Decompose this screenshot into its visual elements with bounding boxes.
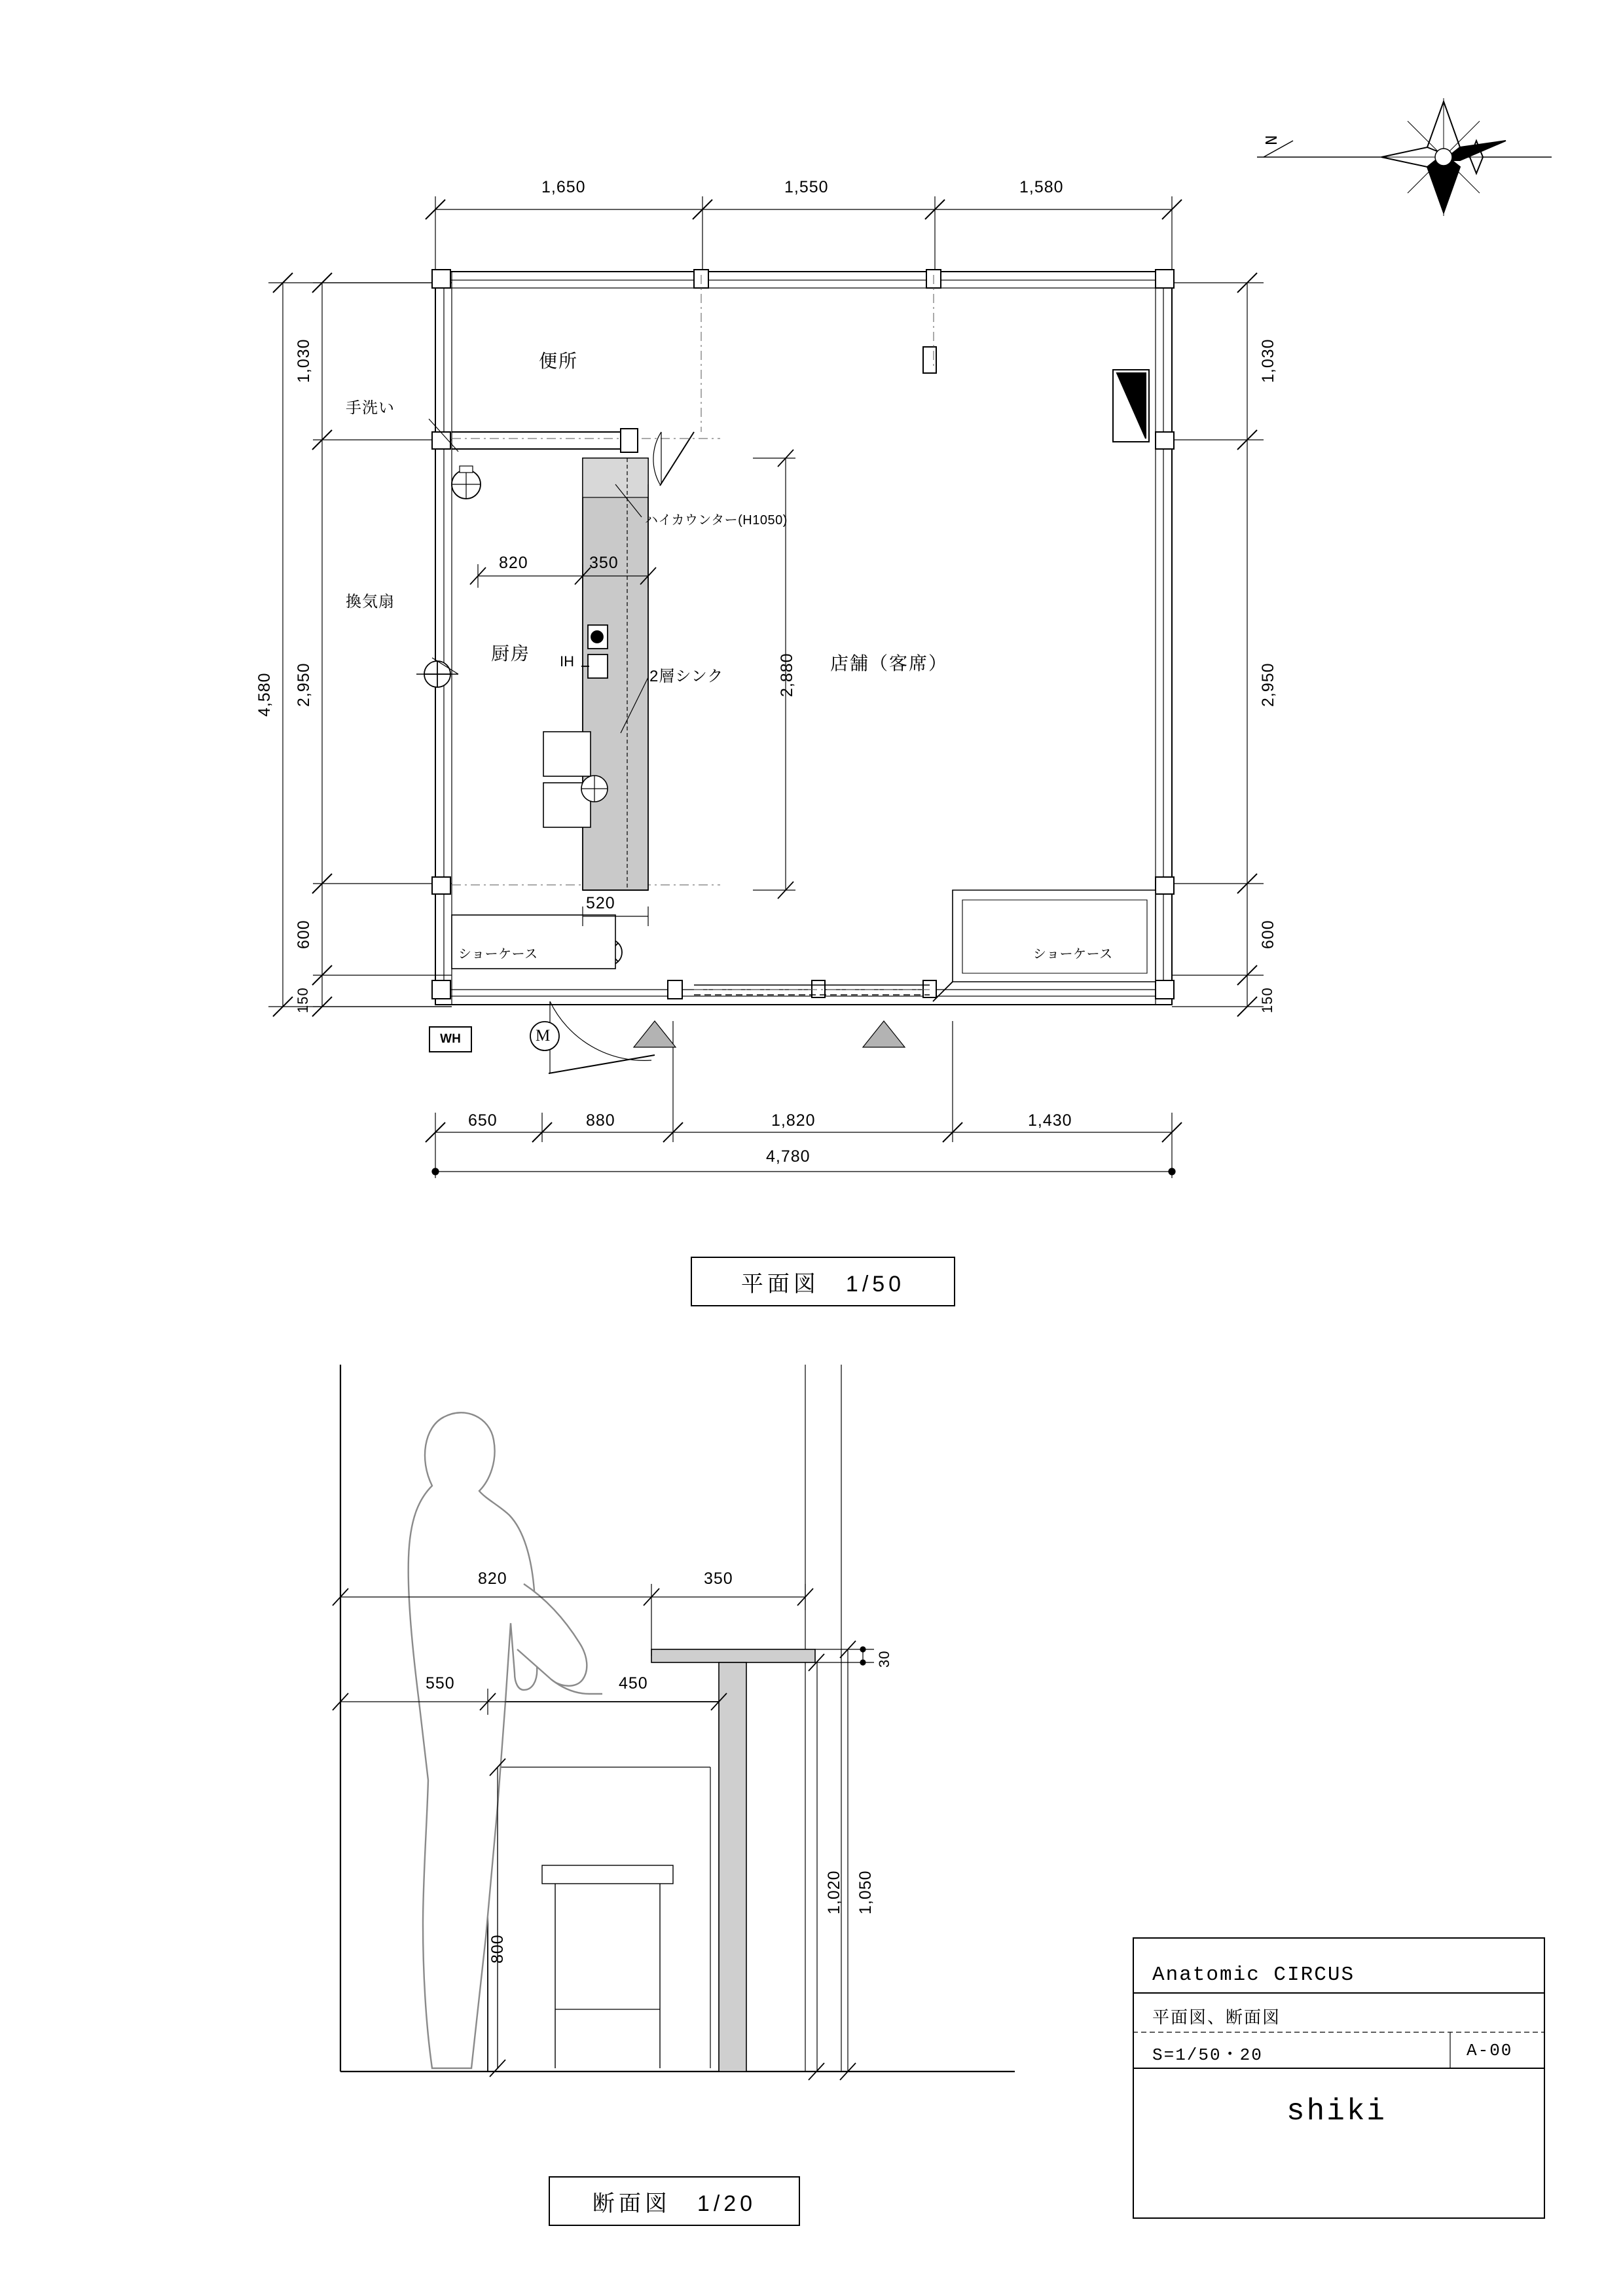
plan-top-dimensions xyxy=(426,196,1182,281)
dim-top-1: 1,650 xyxy=(541,178,586,196)
annotation-showcase-left: ショーケース xyxy=(458,947,538,961)
dim-left-1: 1,030 xyxy=(295,338,313,383)
showcase-right xyxy=(933,890,1156,1001)
dim-left-2: 2,950 xyxy=(295,662,313,707)
storefront xyxy=(549,982,953,1073)
annotation-exhaust-fan: 換気扇 xyxy=(346,593,395,611)
window-symbol xyxy=(1113,370,1149,442)
compass-rose xyxy=(1257,98,1552,216)
plan-grid-lines xyxy=(452,275,934,990)
section-dim-450: 450 xyxy=(619,1674,648,1693)
titleblock-project: Anatomic CIRCUS xyxy=(1152,1964,1355,1986)
entrance-markers xyxy=(634,1021,905,1047)
annotation-two-bowl-sink: 2層シンク xyxy=(649,668,724,685)
titleblock-scale: S=1/50・20 xyxy=(1152,2045,1263,2065)
dim-inner-350: 350 xyxy=(589,554,619,572)
dim-bottom-2: 880 xyxy=(586,1111,615,1130)
dim-top-2: 1,550 xyxy=(784,178,829,196)
section-dim-30: 30 xyxy=(876,1650,892,1668)
section-dim-1050: 1,050 xyxy=(856,1870,875,1914)
room-label-kitchen: 厨房 xyxy=(491,643,531,664)
annotation-ih: IH xyxy=(560,653,574,670)
section-drawing xyxy=(340,1365,1015,2072)
annotation-handwash: 手洗い xyxy=(346,399,395,417)
section-dim-550: 550 xyxy=(426,1674,455,1693)
dim-right-2: 2,950 xyxy=(1259,662,1277,707)
annotation-high-counter: ハイカウンター(H1050) xyxy=(645,513,788,528)
dim-right-1: 1,030 xyxy=(1259,338,1277,383)
meter-label: M xyxy=(536,1027,551,1045)
dim-left-3: 600 xyxy=(295,920,313,949)
section-title: 断面図 1/20 xyxy=(549,2176,800,2226)
room-label-shop: 店舗（客席） xyxy=(830,653,949,673)
compass-north-label: N xyxy=(1262,135,1282,145)
annotation-showcase-right: ショーケース xyxy=(1033,947,1113,961)
toilet-room xyxy=(452,429,694,499)
titleblock-drawing-name: 平面図、断面図 xyxy=(1152,2007,1281,2027)
plan-left-dimensions xyxy=(268,273,452,1016)
section-dim-350: 350 xyxy=(704,1570,733,1588)
dim-left-total: 4,580 xyxy=(255,672,274,717)
dim-bottom-1: 650 xyxy=(468,1111,498,1130)
plan-right-dimensions xyxy=(1172,273,1264,1016)
section-dim-800: 800 xyxy=(488,1934,507,1964)
dim-bottom-3: 1,820 xyxy=(771,1111,816,1130)
dim-right-3: 600 xyxy=(1259,920,1277,949)
room-label-toilet: 便所 xyxy=(539,351,579,371)
dim-inner-2880: 2,880 xyxy=(778,653,796,697)
dim-top-3: 1,580 xyxy=(1019,178,1064,196)
wh-box: WH xyxy=(429,1026,472,1052)
dim-right-4: 150 xyxy=(1259,987,1275,1013)
dim-bottom-total: 4,780 xyxy=(766,1147,811,1166)
titleblock-sheet-no: A-00 xyxy=(1467,2041,1513,2060)
dim-inner-520: 520 xyxy=(586,894,615,912)
dim-bottom-4: 1,430 xyxy=(1028,1111,1072,1130)
dim-left-4: 150 xyxy=(295,987,311,1013)
plan-columns xyxy=(432,270,1174,999)
section-dim-1020: 1,020 xyxy=(825,1870,843,1914)
dim-inner-820: 820 xyxy=(499,554,528,572)
section-dim-820: 820 xyxy=(478,1570,507,1588)
plan-title: 平面図 1/50 xyxy=(691,1257,955,1306)
titleblock-office: shiki xyxy=(1286,2094,1387,2128)
